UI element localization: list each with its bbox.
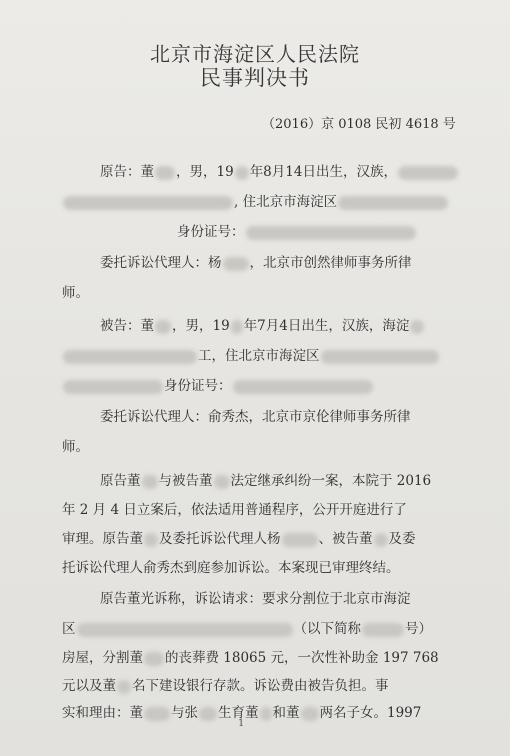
claim-amounts: 房屋，分割董 的丧葬费 18065 元，一次性补助金 197 768 [62,650,439,666]
page-number: 1 [238,718,245,729]
defendant-agent-cont: 师。 [62,439,89,455]
defendant-employer-address: 工，住北京市海淀区 [62,347,440,365]
case-hearing: 审理。原告董 及委托诉讼代理人杨 、被告董 及委 [62,531,416,547]
document-type: 民事判决书 [200,66,310,90]
plaintiff-line: 原告：董 ，男，19 年8月14日出生，汉族， [100,163,459,181]
defendant-agent: 委托诉讼代理人：俞秀杰，北京市京伦律师事务所律 [100,409,411,425]
plaintiff-id-number: 身份证号： [177,223,417,241]
claim-intro: 原告董光诉称，诉讼请求：要求分割位于北京市海淀 [100,591,411,607]
case-intro: 原告董 与被告董 法定继承纠纷一案，本院于 2016 [100,473,432,489]
case-number: （2016）京 0108 民初 4618 号 [262,117,456,132]
court-name: 北京市海淀区人民法院 [150,42,360,66]
case-hearing-cont: 托诉讼代理人俞秀杰到庭参加诉讼。本案现已审理终结。 [62,560,400,576]
plaintiff-employer-address: , 住北京市海淀区 [62,193,449,211]
defendant-id-number: 身份证号： [62,377,374,395]
defendant-line: 被告：董 ，男，19 年7月4日出生，汉族，海淀 [100,317,425,335]
case-intro-cont: 年 2 月 4 日立案后，依法适用普通程序，公开开庭进行了 [62,502,407,518]
claim-deposits: 元以及董 名下建设银行存款。诉讼费由被告负担。事 [62,678,389,694]
claim-property: 区 （以下简称 号） [62,621,432,637]
plaintiff-agent-cont: 师。 [62,285,89,301]
facts-reasons: 实和理由：董 与张 生育董 和董 两名子女。1997 [62,705,422,721]
plaintiff-agent: 委托诉讼代理人：杨 ，北京市创然律师事务所律 [100,255,412,271]
